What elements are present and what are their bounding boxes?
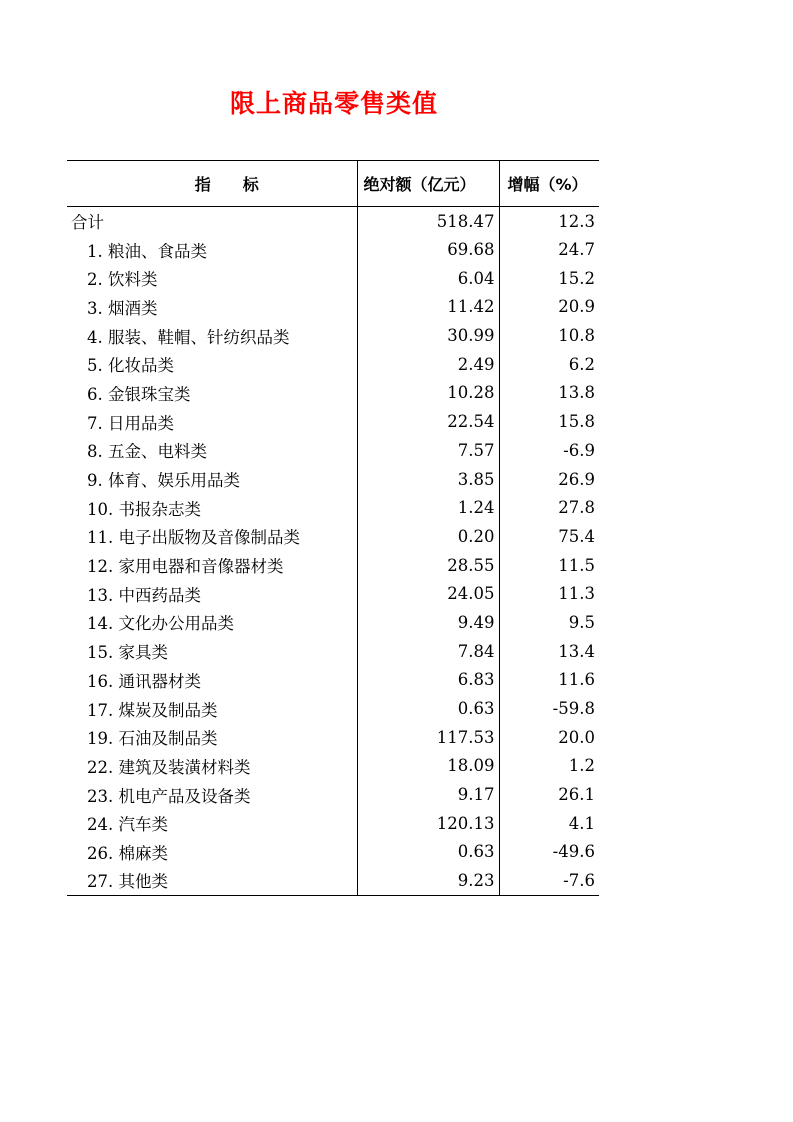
row-name-cell: 19. 石油及制品类: [87, 729, 218, 749]
table-row: [67, 350, 599, 379]
row-amount-cell: 6.04: [357, 264, 499, 293]
row-growth-cell: 15.8: [499, 407, 599, 436]
row-amount-cell: 11.42: [357, 293, 499, 322]
row-amount-cell: 2.49: [357, 350, 499, 379]
row-amount-cell: 28.55: [357, 551, 499, 580]
row-amount-cell: 24.05: [357, 579, 499, 608]
row-name-cell: 1. 粮油、食品类: [87, 241, 207, 261]
row-growth-cell: 4.1: [499, 809, 599, 838]
row-amount-cell: 9.23: [357, 866, 499, 895]
table-row: [67, 321, 599, 350]
row-amount-cell: 117.53: [357, 723, 499, 752]
row-growth-cell: 13.4: [499, 637, 599, 666]
row-name-cell: 5. 化妆品类: [87, 356, 174, 376]
row-name-cell: 13. 中西药品类: [87, 585, 201, 605]
table-header: [67, 161, 599, 207]
row-name-cell: 16. 通讯器材类: [87, 671, 201, 691]
row-growth-cell: -49.6: [499, 838, 599, 867]
row-name-cell: 7. 日用品类: [87, 413, 174, 433]
row-name-cell: 27. 其他类: [67, 866, 357, 895]
row-growth-cell: 10.8: [499, 321, 599, 350]
row-name-cell: 17. 煤炭及制品类: [87, 700, 218, 720]
table-row: [67, 293, 599, 322]
row-amount-cell: 30.99: [357, 321, 499, 350]
row-growth-cell: 1.2: [499, 752, 599, 781]
table-row: [67, 465, 599, 494]
row-name-cell: 4. 服装、鞋帽、针纺织品类: [87, 327, 290, 347]
row-name-cell: 8. 五金、电料类: [87, 442, 207, 462]
row-name-cell: 14. 文化办公用品类: [87, 614, 234, 634]
row-amount-cell: 0.63: [357, 694, 499, 723]
row-name-cell: 24. 汽车类: [87, 815, 168, 835]
header-row: [67, 161, 599, 207]
row-name-cell: 2. 饮料类: [87, 270, 158, 290]
row-growth-cell: 12.3: [499, 207, 599, 236]
table-row: [67, 207, 599, 236]
row-growth-cell: 20.0: [499, 723, 599, 752]
header-amount: 绝对额（亿元）: [357, 161, 499, 207]
row-amount-cell: 22.54: [357, 407, 499, 436]
table-row: [67, 809, 599, 838]
row-name-cell: 9. 体育、娱乐用品类: [87, 471, 240, 491]
row-amount-cell: 0.63: [357, 838, 499, 867]
row-amount-cell: 0.20: [357, 522, 499, 551]
table-row: [67, 694, 599, 723]
row-growth-cell: 11.6: [499, 666, 599, 695]
row-growth-cell: 11.3: [499, 579, 599, 608]
row-amount-cell: 1.24: [357, 493, 499, 522]
row-name-cell: 11. 电子出版物及音像制品类: [87, 528, 300, 548]
table-row: [67, 608, 599, 637]
row-name-cell: 26. 棉麻类: [87, 843, 168, 863]
row-growth-cell: 20.9: [499, 293, 599, 322]
row-amount-cell: 9.49: [357, 608, 499, 637]
row-growth-cell: 27.8: [499, 493, 599, 522]
table-row: [67, 666, 599, 695]
row-growth-cell: 24.7: [499, 235, 599, 264]
table-row: [67, 379, 599, 408]
row-amount-cell: 69.68: [357, 235, 499, 264]
row-growth-cell: 6.2: [499, 350, 599, 379]
table-row: [67, 723, 599, 752]
page-title: 限上商品零售类值: [229, 89, 438, 118]
header-indicator: 指 标: [67, 161, 357, 207]
row-amount-cell: 18.09: [357, 752, 499, 781]
row-amount-cell: 518.47: [357, 207, 499, 236]
row-name-cell: 12. 家用电器和音像器材类: [87, 557, 284, 577]
table-row: [67, 407, 599, 436]
row-name-cell: 6. 金银珠宝类: [87, 384, 191, 404]
table-row: [67, 522, 599, 551]
row-growth-cell: 26.9: [499, 465, 599, 494]
table-body: [67, 207, 599, 896]
row-growth-cell: -59.8: [499, 694, 599, 723]
row-growth-cell: 9.5: [499, 608, 599, 637]
row-amount-cell: 7.57: [357, 436, 499, 465]
row-name-cell: 23. 机电产品及设备类: [87, 786, 251, 806]
row-name-cell: 22. 建筑及装潢材料类: [87, 757, 251, 777]
table-row: [67, 838, 599, 867]
table-row: [67, 752, 599, 781]
row-growth-cell: 13.8: [499, 379, 599, 408]
row-growth-cell: -6.9: [499, 436, 599, 465]
row-amount-cell: 3.85: [357, 465, 499, 494]
row-amount-cell: 7.84: [357, 637, 499, 666]
table-row: [67, 264, 599, 293]
row-growth-cell: -7.6: [499, 866, 599, 895]
table-row: [67, 579, 599, 608]
header-growth: 增幅（%）: [499, 161, 599, 207]
row-growth-cell: 15.2: [499, 264, 599, 293]
row-growth-cell: 75.4: [499, 522, 599, 551]
row-growth-cell: 11.5: [499, 551, 599, 580]
row-amount-cell: 120.13: [357, 809, 499, 838]
retail-sales-table: [67, 160, 599, 896]
row-growth-cell: 26.1: [499, 780, 599, 809]
row-amount-cell: 10.28: [357, 379, 499, 408]
row-amount-cell: 6.83: [357, 666, 499, 695]
row-name-cell: 15. 家具类: [87, 643, 168, 663]
table-row: [67, 551, 599, 580]
row-amount-cell: 9.17: [357, 780, 499, 809]
table-row: [67, 235, 599, 264]
table-row: [67, 780, 599, 809]
row-name-cell: 合计: [71, 213, 104, 233]
table-row: [67, 493, 599, 522]
table-row: [67, 637, 599, 666]
table-row: [67, 866, 599, 895]
table-row: [67, 436, 599, 465]
row-name-cell: 3. 烟酒类: [87, 298, 158, 318]
row-name-cell: 10. 书报杂志类: [87, 499, 201, 519]
